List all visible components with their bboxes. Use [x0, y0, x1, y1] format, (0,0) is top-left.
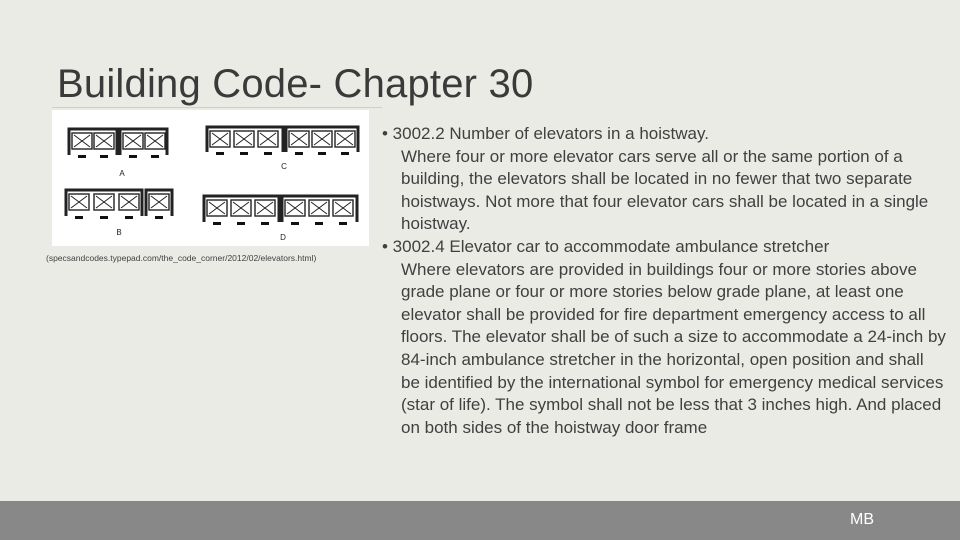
footer-initials: MB	[850, 511, 874, 528]
bullet-body: Where elevators are provided in buildings four or more stories above grade plane or four or more stories below grade plane, at least one elevator shall be provided for fire department emergency access to all floors. The elevator shall be of such a size to accommodate a 24-inch by 84-inch ambulance stretcher in the horizontal, open position and shall be identified by the international symbol for emergency medical services (star of life). The symbol shall not be less that 3 inches high. And placed on both sides of the hoistway door frame	[401, 259, 946, 437]
bullet-item-3002-2	[382, 123, 947, 236]
elevator-hoistway-diagram	[52, 110, 369, 246]
group-c-label: C	[281, 162, 287, 171]
bullet-body: Where four or more elevator cars serve all or the same portion of a building, the elevators shall be located in no fewer that two separate hoistways. Not more that four elevator cars shall be located in a single hoistway.	[401, 146, 929, 234]
title-divider	[52, 107, 382, 108]
group-a-label: A	[119, 169, 125, 178]
group-b-label: B	[116, 228, 122, 237]
bullet-list	[382, 123, 947, 439]
slide-title: Building Code- Chapter 30	[57, 62, 534, 106]
bullet-heading: • 3002.4 Elevator car to accommodate ambulance stretcher	[382, 236, 830, 256]
bullet-item-3002-4	[382, 236, 947, 439]
group-d-label: D	[280, 233, 286, 242]
bullet-heading: • 3002.2 Number of elevators in a hoistway.	[382, 124, 709, 143]
footer-bar	[0, 501, 960, 540]
image-source-caption: (specsandcodes.typepad.com/the_code_corner/2012/02/elevators.html)	[46, 253, 317, 263]
